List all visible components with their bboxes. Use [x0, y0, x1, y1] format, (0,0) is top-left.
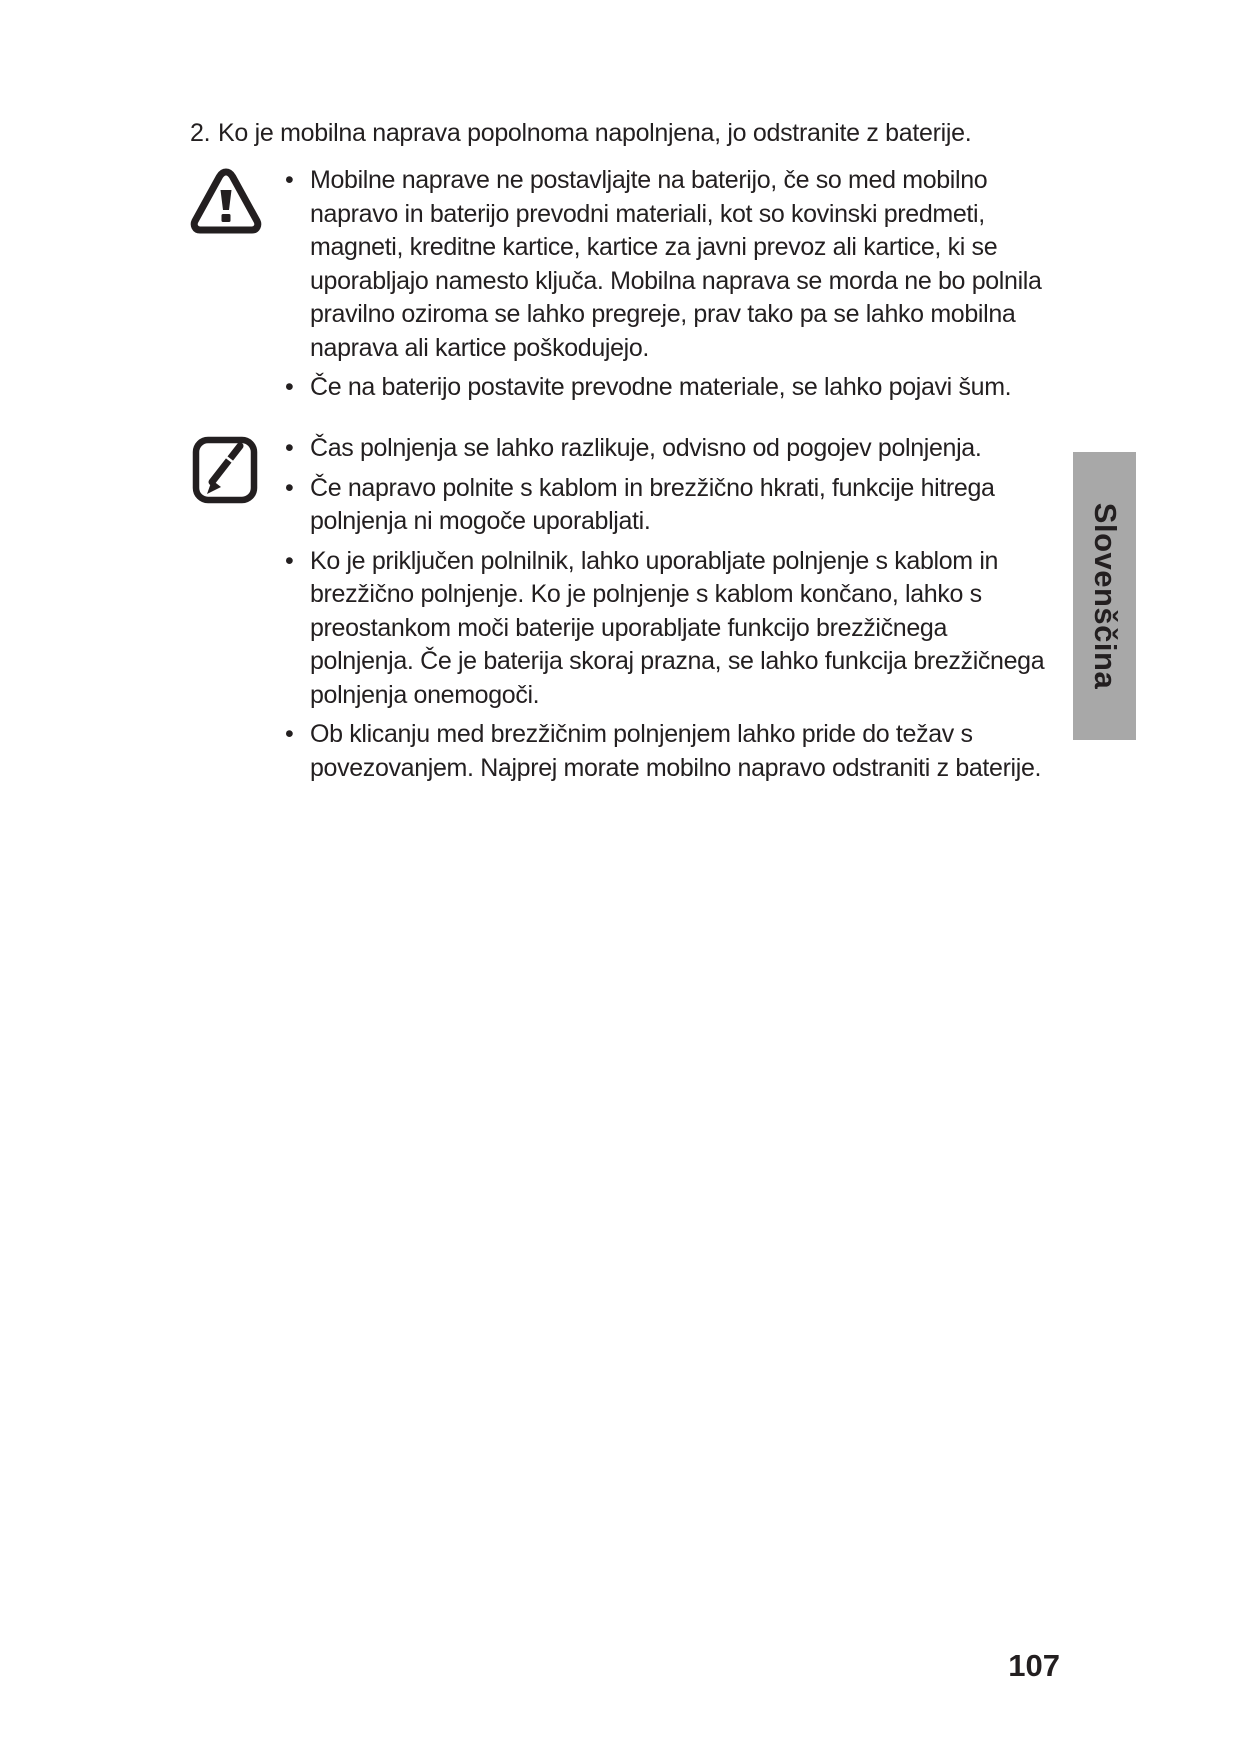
warning-list [285, 164, 1045, 411]
bullet: • [285, 373, 294, 401]
note-item-text: Ob klicanju med brezžičnim polnjenjem lahko pride do težav s povezovanjem. Najprej morate mobilno napravo odstraniti z baterije. [310, 720, 1042, 782]
warning-item [285, 164, 1045, 365]
bullet: • [285, 434, 294, 462]
warning-item-text: Mobilne naprave ne postavljajte na baterijo, če so med mobilno napravo in baterijo prevodni materiali, kot so kovinski predmeti, magneti, kreditne kartice, kartice za javni prevoz ali kartice, ki se uporabljajo namesto ključa. Mobilna naprava se morda ne bo polnila pravilno oziroma se lahko pregreje, prav tako pa se lahko mobilna naprava ali kartice poškodujejo. [310, 166, 1042, 362]
note-item-text: Čas polnjenja se lahko razlikuje, odvisno od pogojev polnjenja. [310, 434, 982, 462]
warning-triangle-icon [190, 164, 262, 244]
language-label: Slovenščina [1087, 502, 1123, 690]
bullet: • [285, 720, 294, 748]
note-list [285, 432, 1045, 791]
language-side-tab [1073, 452, 1136, 740]
page-number: 107 [1008, 1648, 1060, 1683]
note-item [285, 472, 1045, 539]
note-item [285, 718, 1045, 785]
note-item [285, 432, 1045, 466]
note-item-text: Ko je priključen polnilnik, lahko uporabljate polnjenje s kablom in brezžično polnjenje. Ko je polnjenje s kablom končano, lahko s preostankom moči baterije uporabljate funkcijo brezžičnega polnjenja. Če je baterija skoraj prazna, se lahko funkcija brezžičnega polnjenja onemogoči. [310, 546, 1045, 709]
bullet: • [285, 166, 294, 194]
step-text: Ko je mobilna naprava popolnoma napolnjena, jo odstranite z baterije. [218, 119, 972, 147]
bullet: • [285, 546, 294, 575]
step-2 [190, 116, 1050, 150]
note-item [285, 545, 1045, 713]
note-item-text: Če napravo polnite s kablom in brezžično hkrati, funkcije hitrega polnjenja ni mogoče uporabljati. [310, 473, 995, 535]
step-number: 2. [190, 119, 211, 147]
warning-item-text: Če na baterijo postavite prevodne materiale, se lahko pojavi šum. [310, 373, 1012, 401]
warning-item [285, 371, 1045, 405]
bullet: • [285, 473, 294, 502]
note-pencil-icon [190, 432, 262, 512]
